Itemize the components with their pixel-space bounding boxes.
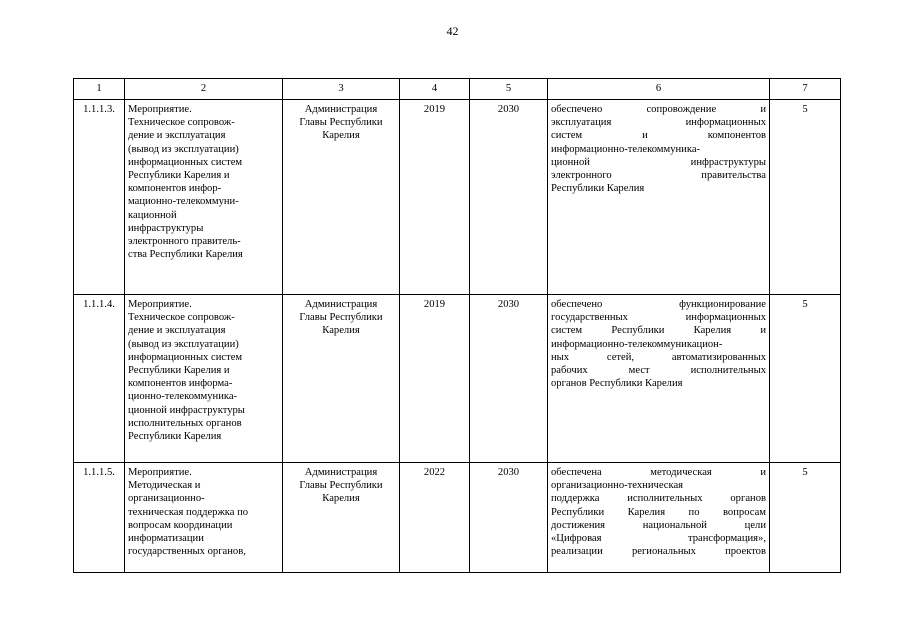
executor bbox=[283, 463, 400, 573]
cell-text-line: государственных информационных bbox=[551, 312, 766, 324]
cell-text-line: Администрация bbox=[304, 467, 378, 478]
cell-text-line: рабочих мест исполнительных bbox=[551, 365, 766, 377]
cell-text-line: Карелия bbox=[322, 325, 360, 337]
header-col-3: 3 bbox=[283, 79, 400, 100]
cell-text-line: компонентов информа- bbox=[128, 378, 233, 390]
end-year: 2030 bbox=[470, 463, 548, 573]
cell-text-line: Методическая и bbox=[128, 480, 201, 492]
cell-text-line: вопросам координации bbox=[128, 519, 233, 531]
cell-text-line: ционной инфраструктуры bbox=[128, 404, 245, 416]
header-col-7: 7 bbox=[770, 79, 841, 100]
cell-text-line: Республики Карелия и bbox=[128, 170, 230, 182]
cell-text-line: информатизации bbox=[128, 533, 204, 545]
cell-text-line: дение и эксплуатация bbox=[128, 325, 226, 337]
executor bbox=[283, 295, 400, 463]
header-col-6: 6 bbox=[548, 79, 770, 100]
cell-text-line: информационных систем bbox=[128, 156, 243, 168]
start-year: 2019 bbox=[400, 295, 470, 463]
cell-text-line: Карелия bbox=[322, 130, 360, 142]
cell-text-line: Республики Карелия и bbox=[128, 365, 230, 377]
cell-text-line: (вывод из эксплуатации) bbox=[128, 143, 239, 155]
cell-text-line: систем и компонентов bbox=[551, 130, 766, 142]
cell-text-line: органов Республики Карелия bbox=[551, 378, 683, 390]
cell-text-line: Мероприятие. bbox=[128, 467, 192, 478]
cell-text-line: Карелия bbox=[322, 493, 360, 505]
cell-text-line: инфраструктуры bbox=[128, 222, 204, 234]
cell-text-line: организационно- bbox=[128, 493, 205, 505]
cell-text-line: Администрация bbox=[304, 104, 378, 115]
cell-text-line: ционно-телекоммуника- bbox=[128, 391, 238, 403]
indicator-number: 5 bbox=[770, 100, 841, 295]
indicator-number: 5 bbox=[770, 295, 841, 463]
row-code: 1.1.1.5. bbox=[74, 463, 125, 573]
start-year: 2022 bbox=[400, 463, 470, 573]
cell-text-line: обеспечена методическая и bbox=[551, 467, 766, 478]
expected-result bbox=[548, 295, 770, 463]
cell-text-line: дение и эксплуатация bbox=[128, 130, 226, 142]
indicator-number: 5 bbox=[770, 463, 841, 573]
cell-text-line: (вывод из эксплуатации) bbox=[128, 338, 239, 350]
expected-result bbox=[548, 100, 770, 295]
cell-text-line: реализации региональных проектов bbox=[551, 546, 766, 558]
event-description bbox=[125, 295, 283, 463]
cell-text-line: Техническое сопровож- bbox=[128, 312, 235, 324]
cell-text-line: государственных органов, bbox=[128, 546, 246, 558]
cell-text-line: информационных систем bbox=[128, 351, 243, 363]
cell-text-line: эксплуатация информационных bbox=[551, 117, 766, 129]
cell-text-line: обеспечено сопровождение и bbox=[551, 104, 766, 115]
cell-text-line: обеспечено функционирование bbox=[551, 299, 766, 310]
cell-text-line: Республики Карелия bbox=[128, 431, 222, 443]
header-col-4: 4 bbox=[400, 79, 470, 100]
start-year: 2019 bbox=[400, 100, 470, 295]
cell-text-line: организационно-техническая bbox=[551, 480, 684, 492]
page-number: 42 bbox=[446, 24, 459, 38]
cell-text-line: Главы Республики bbox=[299, 480, 383, 492]
table-row bbox=[74, 463, 841, 573]
cell-text-line: Администрация bbox=[304, 299, 378, 310]
table-row bbox=[74, 100, 841, 295]
table-row bbox=[74, 295, 841, 463]
cell-text-line: поддержка исполнительных органов bbox=[551, 493, 766, 505]
cell-text-line: информационно-телекоммуника- bbox=[551, 143, 701, 155]
header-row bbox=[74, 79, 841, 100]
cell-text-line: Техническое сопровож- bbox=[128, 117, 235, 129]
cell-text-line: компонентов инфор- bbox=[128, 183, 222, 195]
cell-text-line: информационно-телекоммуникацион- bbox=[551, 338, 723, 350]
cell-text-line: достижения национальной цели bbox=[551, 519, 766, 531]
cell-text-line: ства Республики Карелия bbox=[128, 249, 243, 261]
expected-result bbox=[548, 463, 770, 573]
program-activities-table bbox=[73, 78, 841, 573]
cell-text-line: Мероприятие. bbox=[128, 299, 192, 310]
cell-text-line: систем Республики Карелия и bbox=[551, 325, 766, 337]
cell-text-line: Республики Карелия bbox=[551, 183, 645, 195]
cell-text-line: Главы Республики bbox=[299, 117, 383, 129]
end-year: 2030 bbox=[470, 295, 548, 463]
cell-text-line: Республики Карелия по вопросам bbox=[551, 506, 766, 518]
row-code: 1.1.1.3. bbox=[74, 100, 125, 295]
cell-text-line: электронного правитель- bbox=[128, 236, 241, 248]
cell-text-line: кационной bbox=[128, 209, 177, 221]
cell-text-line: мационно-телекоммуни- bbox=[128, 196, 239, 208]
executor bbox=[283, 100, 400, 295]
end-year: 2030 bbox=[470, 100, 548, 295]
cell-text-line: электронного правительства bbox=[551, 170, 766, 182]
cell-text-line: Мероприятие. bbox=[128, 104, 192, 115]
event-description bbox=[125, 463, 283, 573]
cell-text-line: исполнительных органов bbox=[128, 417, 242, 429]
header-col-1: 1 bbox=[74, 79, 125, 100]
header-col-5: 5 bbox=[470, 79, 548, 100]
cell-text-line: ционной инфраструктуры bbox=[551, 156, 766, 168]
event-description bbox=[125, 100, 283, 295]
row-code: 1.1.1.4. bbox=[74, 295, 125, 463]
cell-text-line: Главы Республики bbox=[299, 312, 383, 324]
cell-text-line: «Цифровая трансформация», bbox=[551, 533, 766, 545]
table-header bbox=[74, 79, 841, 100]
cell-text-line: техническая поддержка по bbox=[128, 506, 249, 518]
header-col-2: 2 bbox=[125, 79, 283, 100]
cell-text-line: ных сетей, автоматизированных bbox=[551, 351, 766, 363]
